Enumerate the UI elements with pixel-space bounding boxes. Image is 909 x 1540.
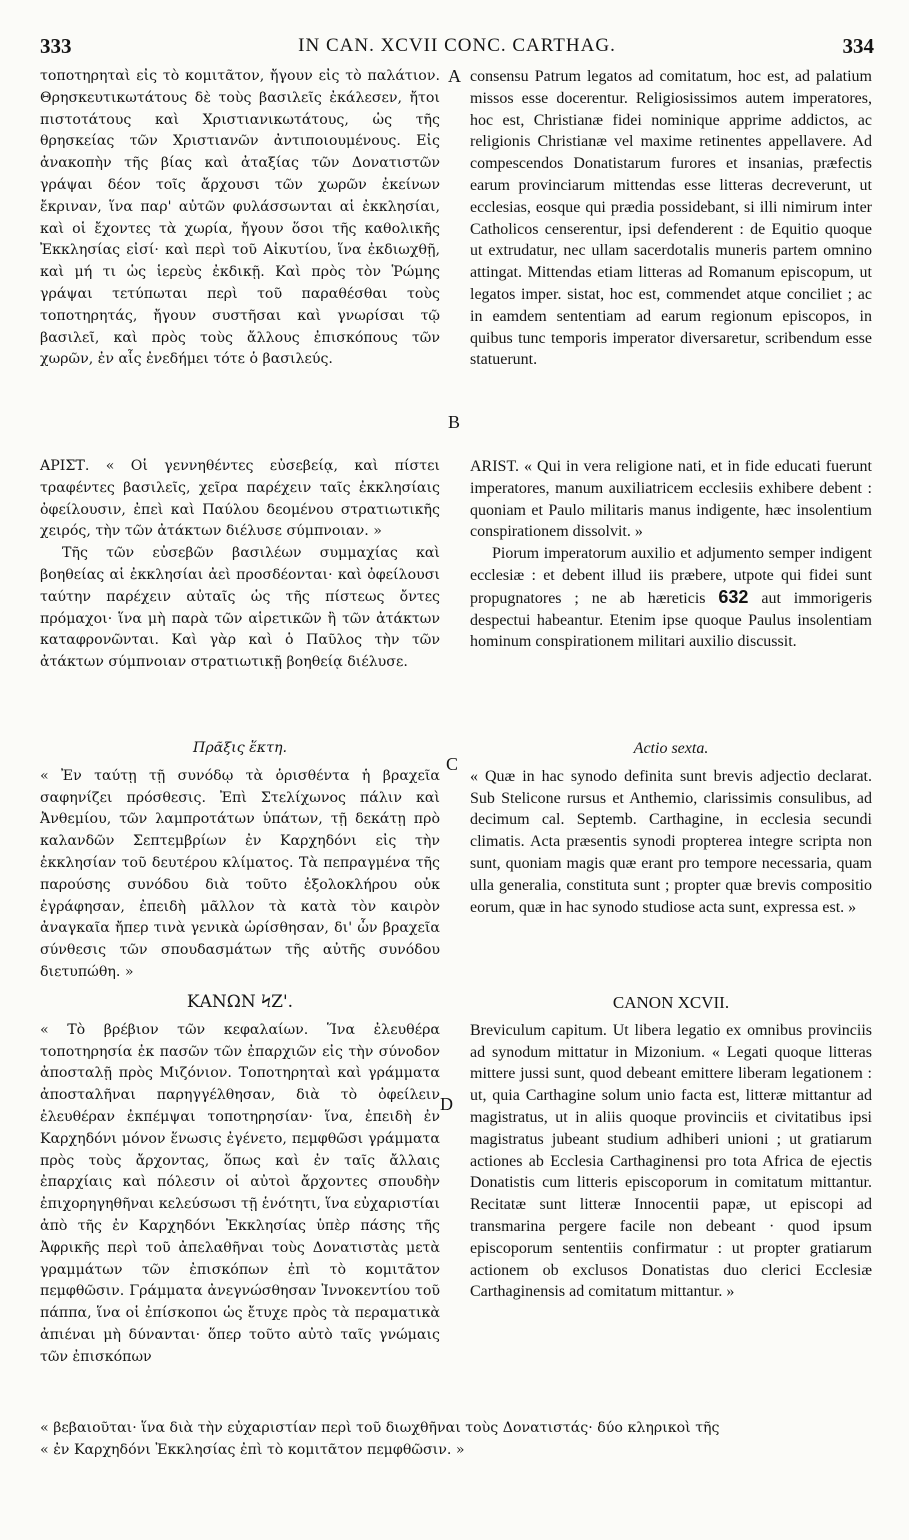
margin-letter-b: B [448,412,461,432]
greek-canon-text: « Τὸ βρέβιον τῶν κεφαλαίων. Ἵνα ἐλευθέρα τοποτηρησία ἐκ πασῶν τῶν ἐπαρχιῶν εἰς τὴν σύνοδον ἀποσταλῇ πρὸς Μιζόνιον. Τοποτηρηταὶ καὶ γράμματα ἀποσταλῆναι παρηγγέλθησαν, διὰ τὸ ὀφείλειν ἐλευθέραν ἐκπέμψαι τοποτηρησίαν· ἵνα, ἐπειδὴ ἐν Καρχηδόνι μόνον ἕνωσις ἐγένετο, πεμφθῶσι γράμματα πρὸς τοὺς ἄρχοντας, ὅπως καὶ ἐν ταῖς ἄλλαις ἐπαρχίαις καὶ πόλεσιν οἱ αὐτοὶ ἄρχοντες σπουδὴν ἐπιχορηγηθῆναι κελεύσωσι τῇ ἑνότητι, ἵνα εὐχαριστίαι ἀπὸ τῆς ἐν Καρχηδόνι Ἐκκλησίας ὑπὲρ πάσης τῆς Ἀφρικῆς περὶ τοῦ ἀπελαθῆναι τοὺς Δονατιστὰς μετὰ γραμμάτων τῶν ἐπισκόπων ἐπὶ τὸ κομιτᾶτον πεμφθῶσιν. Γράμματα ἀνεγνώσθησαν Ἰννοκεντίου τοῦ πάππα, ἵνα οἱ ἐπίσκοποι ὡς ἔτυχε πρὸς τὰ περαματικὰ ἀπιέναι μὴ δύνανται· ὅπερ τοῦτο αὐτὸ ταῖς γνώμαις τῶν ἐπισκόπων [40,1021,440,1365]
greek-arist-quote: « Οἱ γεννηθέντες εὐσεβείᾳ, καὶ πίστει τραφέντες βασιλεῖς, χεῖρα παρέχειν ταῖς ἐκκλησίαις ὀφείλουσιν, ἐπεὶ καὶ Παύλου δεομένου στρατιωτικῆς χειρός, τὴν τῶν ἀτάκτων διέλυσε σύμπνοιαν. » [40,458,440,540]
latin-paragraph-1: consensu Patrum legatos ad comitatum, hoc est, ad palatium missos esse docerentur. Religiosissimos autem imperatores, hoc est, Christianæ fidei nominique apprime addictos, ac religionis Christianæ vel maxime retinentes appellavere. Ad compescendos Donatistarum furores et insanias, præfectis earum provinciarum mittendas esse litteras decreverunt, ut ecclesias, eosque qui prædia possidebant, si illi nimirum inter Catholicos censerentur, ipsi defenderent : de Equitio quoque ut extrudatur, nec ullam sacerdotalis muneris partem omnino attingat. Mittendas etiam litteras ad Romanum episcopum, ut legatos imper. sistat, hoc est, commendet atque conciliet ; ac in eamdem sententiam ad earum regionum episcopos, in quibus tunc temporis imperator diversaretur, scribendum esse statuerunt. [470,68,872,369]
page-header [40,34,874,64]
latin-canon-title: CANON XCVII. [612,993,730,1012]
greek-continuation [40,1418,874,1462]
latin-section-title: Actio sexta. [633,740,709,757]
greek-canon-title: ΚΑΝΩΝ ϞΖ'. [186,992,294,1012]
latin-block-4 [470,992,872,1303]
greek-arist-label: ΑΡΙΣΤ. [40,458,90,474]
greek-block-2 [40,456,440,674]
margin-letter-a: A [448,66,461,86]
page-number-left: 333 [40,34,72,58]
running-title: IN CAN. XCVII CONC. CARTHAG. [298,35,616,56]
latin-arist-label: ARIST. [470,458,520,475]
latin-session-six: « Quæ in hac synodo definita sunt brevis adjectio declarat. Sub Stelicone rursus et Anthemio, clarissimis consulibus, ad decimum cal. Septemb. Carthagine, in ecclesia secundi climatis. Acta præsentis synodi propterea integre scripta non sunt, quoniam magis quæ erant pro tempore necessaria, quam ulla generalia, constituta sunt ; propter quæ brevis compositio eorum, quæ in hac synodo studiose acta sunt, expressa est. » [470,767,872,916]
latin-paragraph-2b: aut immorigeris despectui habeantur. Etenim ipse quoque Paulus insolentiam hominum conspirationem militari auxilio discussit. [470,589,872,651]
latin-arist-quote: « Qui in vera religione nati, et in fide educati fuerunt imperatores, manum auxiliatricem ecclesiis exhibere debent : quoniam et Paulo militaris manus indigente, hæc insolentium conspirationem dissolvit. » [470,458,873,541]
margin-letter-d: D [440,1094,453,1114]
latin-block-3 [470,738,872,918]
margin-letter-c: C [446,754,459,774]
greek-block-4 [40,992,440,1369]
latin-paragraph-2a: Piorum imperatorum auxilio et adjumento semper indigent ecclesiæ : et debent illud iis præbere, utpote qui fidei sunt propugnatores ; ne ab hæreticis [470,545,872,607]
greek-section-title: Πρᾶξις ἕκτη. [193,740,287,756]
latin-canon-text: Breviculum capitum. Ut libera legatio ex omnibus provinciis ad synodum mittatur in Mizonium. « Legati quoque litteras mittere jussi sunt, quod debeant emittere liberam legationem : ut, quia Carthagine solum unio facta est, litteræ mittantur ad magistratus, ut in aliis quoque provinciis et civitatibus ipsi magistratus jubeant studium adhiberi unioni ; ut gratiarum actiones ab Ecclesia Carthaginensi pro tota Africa de ejectis Donatistis cum litteris episcoporum in comitatum mittantur. Recitatæ sunt litteræ Innocentii papæ, ut episcopi ad transmarina pergere facile non debeant · quod ipsum episcoporum sententiis confirmatur : ut propter gratiarum actionem ob exclusos Donatistas duo clerici Ecclesiæ Carthaginensis ad comitatum mittantur. » [470,1021,872,1301]
page-number-right: 334 [842,34,874,58]
greek-paragraph-1: τοποτηρηταὶ εἰς τὸ κομιτᾶτον, ἤγουν εἰς τὸ παλάτιον. Θρησκευτικωτάτους δὲ τοὺς βασιλεῖς ἐκάλεσεν, ἤτοι πιστοτάτους καὶ Χριστιανικωτάτους, ὡς τῆς θρησκείας τῶν Χριστιανῶν ἀντιποιουμένους. Εἰς ἀνακοπὴν τῆς βίας καὶ ἀταξίας τῶν Δονατιστῶν γράψαι δέον τοῖς ἄρχουσι τῶν χωρῶν ἐκείνων ἔκριναν, ἵνα παρ' αὐτῶν φυλάσσωνται αἱ ἐκκλησίαι, καὶ οἱ ἔχοντες τὰ χωρία, ἤγουν ὅσοι τῆς καθολικῆς Ἐκκλησίας εἰσί· καὶ περὶ τοῦ Αἰκυτίου, ἵνα ἐκδιωχθῇ, καὶ μή τι ὡς ἱερεὺς ἐκδικῇ. Καὶ πρὸς τὸν Ῥώμης γράψαι τετύπωται περὶ τοῦ παραθέσθαι τοὺς τοποτηρητάς, ἤγουν συστῆσαι καὶ γνωρίσαι τῷ βασιλεῖ, καὶ πρὸς τοὺς ἄλλους ἐπισκόπους τῶν χωρῶν, ἐν αἷς ἐνεδήμει τότε ὁ βασιλεύς. [40,68,440,368]
greek-block-1 [40,66,440,371]
greek-block-3 [40,738,440,984]
greek-continuation-line-2: « ἐν Καρχηδόνι Ἐκκλησίας ἐπὶ τὸ κομιτᾶτον πεμφθῶσιν. » [40,1441,465,1458]
greek-continuation-line-1: « βεβαιοῦται· ἵνα διὰ τὴν εὐχαριστίαν περὶ τοῦ διωχθῆναι τοὺς Δονατιστάς· δύο κληρικοὶ τῆς [40,1420,720,1436]
column-number: 632 [718,586,749,607]
greek-session-six: « Ἐν ταύτῃ τῇ συνόδῳ τὰ ὁρισθέντα ἡ βραχεῖα σαφηνίζει πρόσθεσις. Ἐπὶ Στελίχωνος πάλιν καὶ Ἀνθεμίου, τῶν λαμπροτάτων ὑπάτων, τῇ δεκάτῃ πρὸ καλανδῶν Σεπτεμβρίων ἐν Καρχηδόνι εἰς τὴν ἐκκλησίαν τοῦ δευτέρου κλίματος. Τὰ πεπραγμένα τῆς παρούσης συνόδου διὰ τοῦτο ἐξολοκλήρου οὐκ ἐγράφησαν, ἐπειδὴ μᾶλλον τὰ κατὰ τὸν καιρὸν ἀναγκαῖα ἤπερ τινὰ γενικὰ ὡρίσθησαν, δι' ὧν βραχεῖα σύνθεσις τῶν σπουδασμάτων τῆς αὐτῆς συνόδου διετυπώθη. » [40,767,440,980]
latin-block-2 [470,456,872,653]
latin-block-1 [470,66,872,371]
greek-paragraph-2: Τῆς τῶν εὐσεβῶν βασιλέων συμμαχίας καὶ βοηθείας αἱ ἐκκλησίαι ἀεὶ προσδέονται· καὶ ὀφείλουσι ταύτην παρέχειν αὐταῖς ὡς τῆς πίστεως ὄντες πρόμαχοι· ἵνα μὴ παρὰ τῶν αἱρετικῶν ἢ τῶν ἀτάκτων καταφρονῶνται. Καὶ γὰρ καὶ ὁ Παῦλος τὴν τῶν ἀτάκτων σύμπνοιαν στρατιωτικῇ βοηθείᾳ διέλυσε. [40,545,440,671]
